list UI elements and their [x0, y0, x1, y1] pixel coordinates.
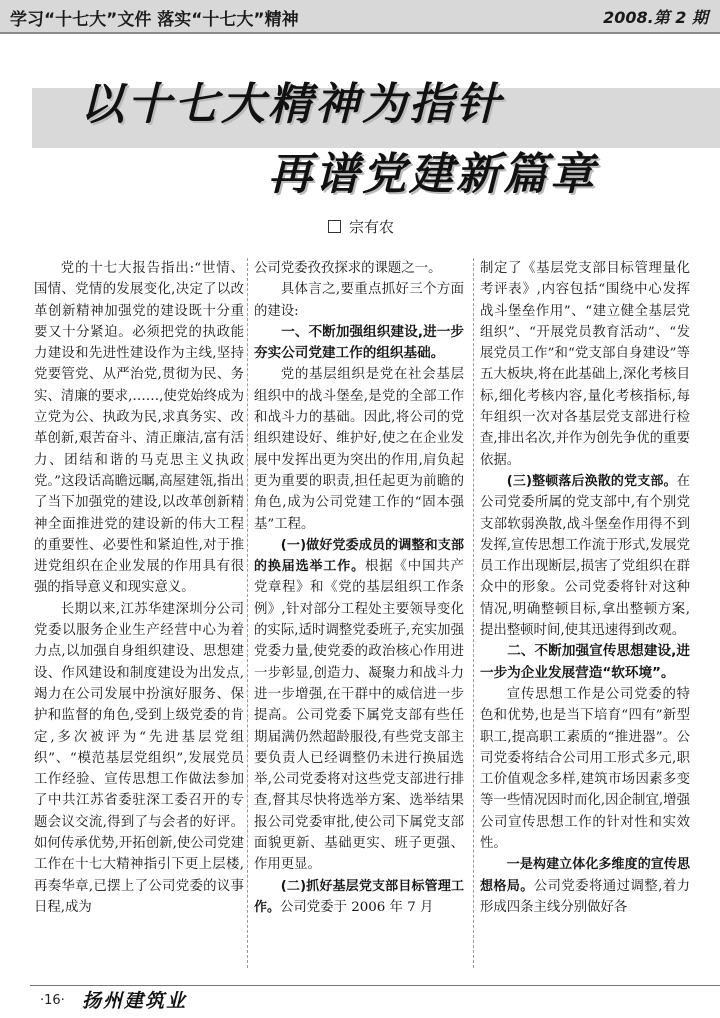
paragraph — [254, 535, 464, 876]
paragraph: 党的基层组织是党在社会基层组织中的战斗堡垒,是党的全部工作和战斗力的基础。因此,将公司的党组织建设好、维护好,使之在企业发展中发挥出更为突出的作用,肩负起更为重要的职责,担任起更为前瞻的角色,成为公司党建工作的“固本强基”工程。 — [254, 367, 464, 532]
paragraph-text: 根据《中国共产党章程》和《党的基层组织工作条例》,针对部分工程处主要领导变化的实际,适时调整党委班子,充实加强党委力量,使党委的政治核心作用进一步彰显,创造力、凝聚力和战斗力进一步增强,在干群中的威信进一步提高。公司党委下属党支部有些任期届满仍然超龄服役,有些党支部主要负责人已经调整仍未进行换届选举,公司党委将对这些党支部进行排查,督其尽快将选举方案、选举结果报公司党委审批,使公司下属党支部面貌更新、基础更实、班子更强、作用更显。 — [254, 559, 464, 873]
paragraph: 具体言之,要重点抓好三个方面的建设: — [254, 282, 464, 319]
paragraph: 党的十七大报告指出:“世情、国情、党情的发展变化,决定了以改革创新精神加强党的建设既十分重要又十分紧迫。必须把党的执政能力建设和先进性建设作为主线,坚持党要管党、从严治党,贯彻为民、务实、清廉的要求,……,使党始终成为立党为公、执政为民,求真务实、改革创新,艰苦奋斗、清正廉洁,富有活力、团结和谐的马克思主义执政党。”这段话高瞻远瞩,高屋建瓴,指出了当下加强党的建设,以改革创新精神全面推进党的建设新的伟大工程的重要性、必要性和紧迫性,对于推进党组织在企业发展的作用具有很强的指导意义和现实意义。 — [34, 261, 244, 596]
section-heading-1: 一、不断加强组织建设,进一步夯实公司党建工作的组织基础。 — [254, 323, 464, 362]
author-box-icon — [328, 220, 341, 233]
text-column-3 — [480, 258, 690, 976]
paragraph — [480, 854, 690, 918]
paragraph: 宣传思想工作是公司党委的特色和优势,也是当下培育“四有”新型职工,提高职工素质的“推进器”。公司党委将结合公司用工形式多元,职工价值观念多样,建筑市场因素多变等一些情况因时而化,因企制宜,增强公司宣传思想工作的针对性和实效性。 — [480, 686, 690, 852]
page-number: ·16· — [40, 993, 65, 1008]
text-column-2 — [254, 258, 464, 976]
author-line — [328, 216, 394, 237]
header-bar — [0, 0, 720, 34]
paragraph — [480, 471, 690, 641]
paragraph: 公司党委孜孜探求的课题之一。 — [254, 261, 442, 276]
author-name: 宗有农 — [349, 218, 395, 236]
subheading: (二)抓好基层党支部目标管理工作。 — [254, 878, 464, 915]
paragraph-text: 公司党委将通过调整,着力形成四条主线分别做好各 — [480, 878, 690, 915]
paragraph — [254, 876, 464, 919]
paragraph-text: 公司党委于 2006 年 7 月 — [280, 899, 434, 915]
section-heading-2: 二、不断加强宣传思想建设,进一步为企业发展营造“软环境”。 — [480, 643, 690, 681]
header-slogan: 学习“十七大”文件 落实“十七大”精神 — [10, 10, 299, 30]
paragraph-text: 在公司党委所属的党支部中,有个别党支部软弱涣散,战斗堡垒作用得不到发挥,宣传思想工作流于形式,发展党员工作出现断层,损害了党组织在群众中的形象。公司党委将针对这种情况,明确整顿目标,拿出整顿方案,提出整顿时间,使其迅速得到改观。 — [480, 473, 690, 639]
article-title-line1: 以十七大精神为指针 — [80, 79, 503, 130]
paragraph: 长期以来,江苏华建深圳分公司党委以服务企业生产经营中心为着力点,以加强自身组织建设、思想建设、作风建设和制度建设为出发点,竭力在公司发展中扮演好服务、保护和监督的角色,受到上级党委的肯定,多次被评为“先进基层党组织”、“模范基层党组织”,发展党员工作经验、宣传思想工作做法参加了中共江苏省委驻深工委召开的专题会议交流,得到了与会者的好评。如何传承优势,开拓创新,使公司党建工作在十七大精神指引下更上层楼,再奏华章,已摆上了公司党委的议事日程,成为 — [34, 601, 244, 915]
subheading: 一是构建立体化多维度的宣传思想格局。 — [480, 857, 690, 894]
magazine-name: 扬州建筑业 — [82, 990, 188, 1012]
column-divider — [473, 258, 474, 968]
text-column-1 — [34, 258, 244, 976]
paragraph: 制定了《基层党支部目标管理量化考评表》,内容包括“围绕中心发挥战斗堡垒作用”、“建立健全基层党组织”、“开展党员教育活动”、“发展党员工作”和“党支部自身建设”等五大板块,将在此基础上,深化考核目标,细化考核内容,量化考核指标,每年组织一次对各基层党支部进行检查,排出名次,并作为创先争优的重要依据。 — [480, 261, 690, 468]
article-title-line2: 再谱党建新篇章 — [268, 149, 597, 200]
issue-number: 2008.第 2 期 — [603, 8, 708, 27]
subheading: (一)做好党委成员的调整和支部的换届选举工作。 — [254, 537, 464, 575]
column-divider — [247, 258, 248, 968]
subheading: (三)整顿落后涣散的党支部。 — [506, 473, 677, 489]
